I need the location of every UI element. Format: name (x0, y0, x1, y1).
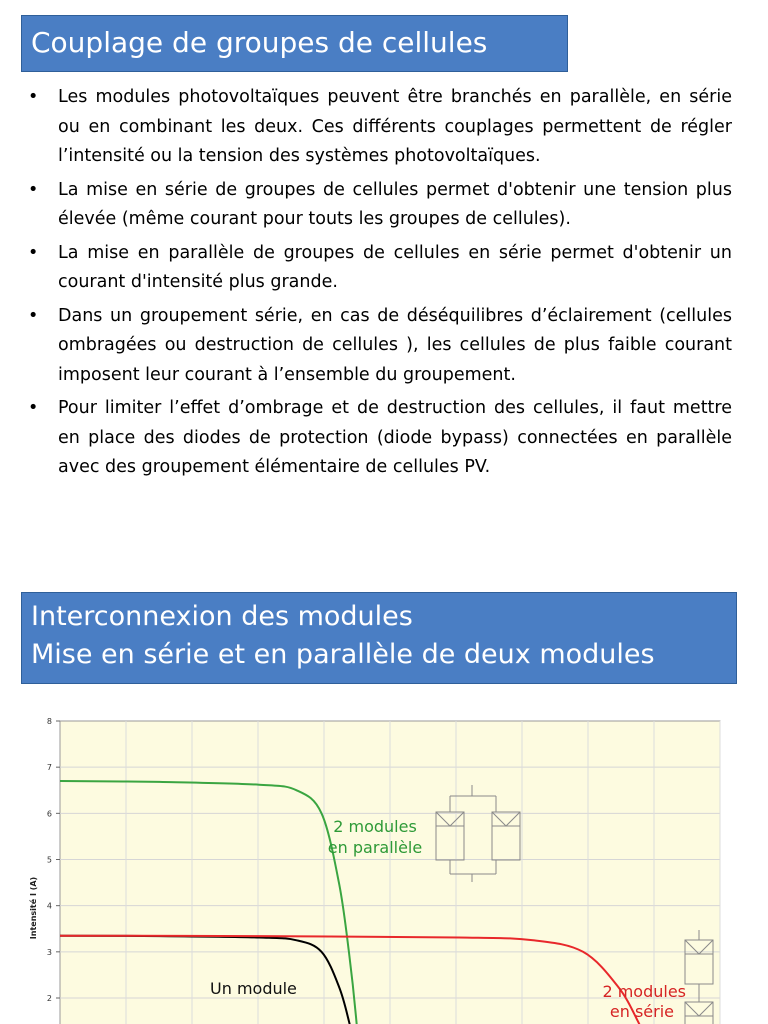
section-title-line1: Interconnexion des modules (31, 601, 413, 632)
bullet-dot: • (28, 305, 39, 326)
bullet-dot: • (28, 398, 39, 418)
y-tick-label: 6 (46, 809, 52, 819)
bullet-dot: • (28, 179, 39, 200)
annotation-parallel-line2: en parallèle (327, 838, 423, 857)
bullet-text: La mise en parallèle de groupes de cellules en série permet d'obtenir un courant d'intensité plus grande. (58, 242, 732, 292)
bullet-list (26, 83, 732, 487)
bullet-text: Pour limiter l’effet d’ombrage et de destruction des cellules, il faut mettre en place des diodes de protection (diode bypass) connectées en parallèle avec des groupement élémentaire de cellules PV. (58, 398, 732, 477)
bullet-text: Dans un groupement série, en cas de déséquilibres d’éclairement (cellules ombragées ou destruction de cellules ), les cellules de plus faible courant imposent leur courant à l’ensemble du groupement. (58, 305, 732, 385)
y-axis-label: Intensité I (A) (29, 876, 38, 940)
annotation-series-line2: en série (609, 1002, 674, 1021)
y-tick-label: 7 (46, 763, 52, 773)
section-title-line2: Mise en série et en parallèle de deux modules (31, 639, 655, 670)
annotation-series-line1: 2 modules (602, 982, 686, 1001)
annotation-parallel-line1: 2 modules (333, 817, 417, 836)
bullet-item (26, 83, 732, 172)
slide-title-box (21, 15, 568, 72)
bullet-text: La mise en série de groupes de cellules permet d'obtenir une tension plus élevée (même courant pour touts les groupes de cellules). (58, 179, 732, 229)
bullet-dot: • (28, 87, 39, 107)
bullet-item (26, 176, 732, 235)
slide-title: Couplage de groupes de cellules (31, 26, 488, 59)
y-axis-ticks (47, 717, 60, 1003)
y-tick-label: 2 (46, 994, 52, 1003)
y-tick-label: 3 (46, 947, 52, 957)
bullet-dot: • (28, 242, 39, 263)
bullet-item (26, 394, 732, 483)
annotation-single: Un module (210, 979, 297, 998)
y-tick-label: 4 (46, 901, 52, 911)
bullet-item (26, 239, 732, 298)
iv-chart (24, 708, 724, 1024)
section-title-box (21, 592, 737, 684)
y-tick-label: 8 (46, 717, 52, 726)
y-tick-label: 5 (46, 855, 52, 865)
bullet-item (26, 302, 732, 391)
bullet-text: Les modules photovoltaïques peuvent être branchés en parallèle, en série ou en combinant les deux. Ces différents couplages permettent de régler l’intensité ou la tension des systèmes photovoltaïques. (58, 87, 732, 166)
